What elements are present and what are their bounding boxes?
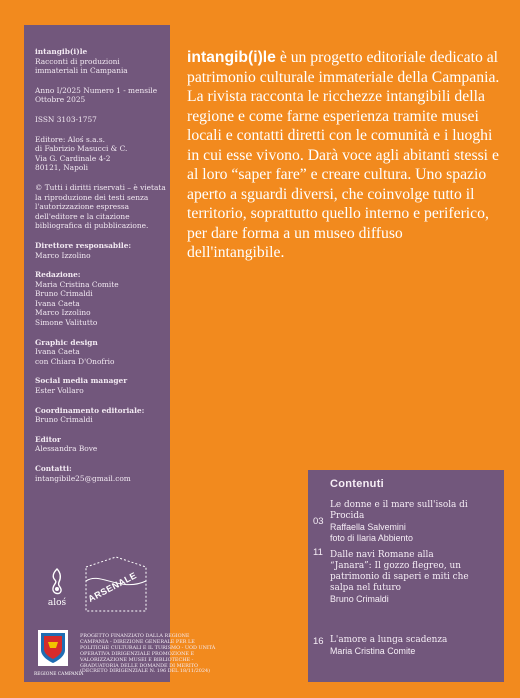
region-crest-icon xyxy=(38,630,68,666)
coordination-label: Coordinamento editoriale: xyxy=(35,405,145,415)
issue-line: Anno I/2025 Numero 1 - mensile xyxy=(35,85,158,95)
graphic-name: con Chiara D'Onofrio xyxy=(35,356,115,366)
entry-title: Procida xyxy=(330,511,365,521)
entry-author: foto di Ilaria Abbiento xyxy=(330,533,413,543)
editorial-name: Marco Izzolino xyxy=(35,308,91,318)
aloe-logo-text: aloś xyxy=(47,598,67,608)
entry-title: Le donne e il mare sull'isola di xyxy=(330,500,468,510)
arsenale-logo xyxy=(80,553,150,617)
rights-line: bibliografica di pubblicazione. xyxy=(35,221,149,231)
entry-title: “Janara”: Il gozzo flegreo, un xyxy=(330,561,461,571)
publisher-block xyxy=(35,135,160,173)
contacts-label: Contatti: xyxy=(35,464,72,473)
coordination-name: Bruno Crimaldi xyxy=(35,415,93,425)
editorial-name: Ivana Caeta xyxy=(35,298,80,308)
editorial-name: Maria Cristina Comite xyxy=(35,279,119,289)
rights-line: © Tutti i diritti riservati – è vietata xyxy=(35,182,166,192)
coordination-block xyxy=(35,406,160,425)
editorial-block xyxy=(35,270,160,328)
issn-block xyxy=(35,115,160,125)
arsenale-logo-text: ARSENALE xyxy=(86,570,139,605)
director-label: Direttore responsabile: xyxy=(35,240,132,250)
editorial-name: Simone Valitutto xyxy=(35,318,98,328)
publisher-line: Via G. Cardinale 4-2 xyxy=(35,153,111,163)
rights-block xyxy=(35,182,166,231)
aloe-icon xyxy=(48,567,66,597)
social-block xyxy=(35,376,160,395)
publisher-line: di Fabrizio Masucci & C. xyxy=(35,144,128,154)
editorial-name: Bruno Crimaldi xyxy=(35,289,93,299)
contents-title: Contenuti xyxy=(330,478,385,490)
contacts-block xyxy=(35,464,160,483)
colophon-panel xyxy=(24,25,216,682)
contents-panel xyxy=(308,470,504,682)
intro-paragraph xyxy=(187,48,503,263)
issue-block xyxy=(35,86,160,105)
entry-author: Bruno Crimaldi xyxy=(330,594,389,604)
entry-title: salpa nel futuro xyxy=(330,583,401,593)
entry-page-number: 11 xyxy=(313,547,323,558)
masthead-brand: intangib(i)le xyxy=(35,47,88,56)
entry-page-number: 16 xyxy=(313,636,324,647)
social-label: Social media manager xyxy=(35,376,128,386)
social-name: Ester Vollaro xyxy=(35,386,84,396)
entry-title: L'amore a lunga scadenza xyxy=(330,635,448,645)
entry-author: Maria Cristina Comite xyxy=(330,646,416,656)
entry-page-number: 03 xyxy=(313,516,324,527)
graphic-name: Ivana Caeta xyxy=(35,347,80,357)
editorial-label: Redazione: xyxy=(35,270,81,280)
masthead-line: Racconti di produzioni xyxy=(35,56,120,66)
masthead-block xyxy=(35,47,160,76)
funding-note: PROGETTO FINANZIATO DALLA REGIONE CAMPANIA - DIREZIONE GENERALE PER LE POLITICHE CULTURALI E IL TURISMO - UOD UNITÀ OPERATIVA DIRIGENZIALE PROMOZIONE E VALORIZZAZIONE MUSEI E BIBLIOTECHE - GRADUATORIA DELLE DOMANDE DI MERITO (DECRETO DIRIGENZIALE N. 196 DEL 18/11/2024) xyxy=(80,633,216,675)
region-logo xyxy=(34,630,84,678)
intro-text: è un progetto editoriale dedicato al patrimonio culturale immateriale della Campania. La rivista racconta le ricchezze intangibili della regione e come farne esperienza tramite musei locali e contatti diretti con le comunità e i luoghi in cui esse vivono. Darà voce agli abitanti stessi e al loro “saper fare” e creare cultura. Uno spazio aperto a sguardi diversi, che coinvolge tutto il territorio, soprattutto quello interno e periferico, per dare forma a un museo diffuso dell'intangibile. xyxy=(187,49,500,261)
contacts-email: intangibile25@gmail.com xyxy=(35,473,131,483)
logos-area xyxy=(24,545,216,685)
rights-line: l'autorizzazione espressa xyxy=(35,202,130,212)
entry-author: Raffaella Salvemini xyxy=(330,522,406,532)
intro-brand: intangib(i)le xyxy=(187,49,276,66)
publisher-label: Editore: Aloś s.a.s. xyxy=(35,134,105,144)
entry-title: patrimonio di saperi e miti che xyxy=(330,572,469,582)
editor-block xyxy=(35,435,160,454)
director-name: Marco Izzolino xyxy=(35,250,91,260)
rights-line: la riproduzione dei testi senza xyxy=(35,192,149,202)
editor-label: Editor xyxy=(35,434,61,444)
director-block xyxy=(35,241,160,260)
aloe-logo xyxy=(44,567,70,621)
publisher-line: 80121, Napoli xyxy=(35,163,88,173)
editor-name: Alessandra Bove xyxy=(35,444,98,454)
region-logo-text: REGIONE CAMPANIA xyxy=(34,671,84,677)
masthead-line: immateriali in Campania xyxy=(35,66,128,76)
graphic-block xyxy=(35,338,160,367)
entry-title: Dalle navi Romane alla xyxy=(330,550,434,560)
issue-line: Ottobre 2025 xyxy=(35,95,86,105)
graphic-label: Graphic design xyxy=(35,337,98,347)
issn: ISSN 3103-1757 xyxy=(35,114,97,124)
rights-line: dell'editore e la citazione xyxy=(35,211,130,221)
